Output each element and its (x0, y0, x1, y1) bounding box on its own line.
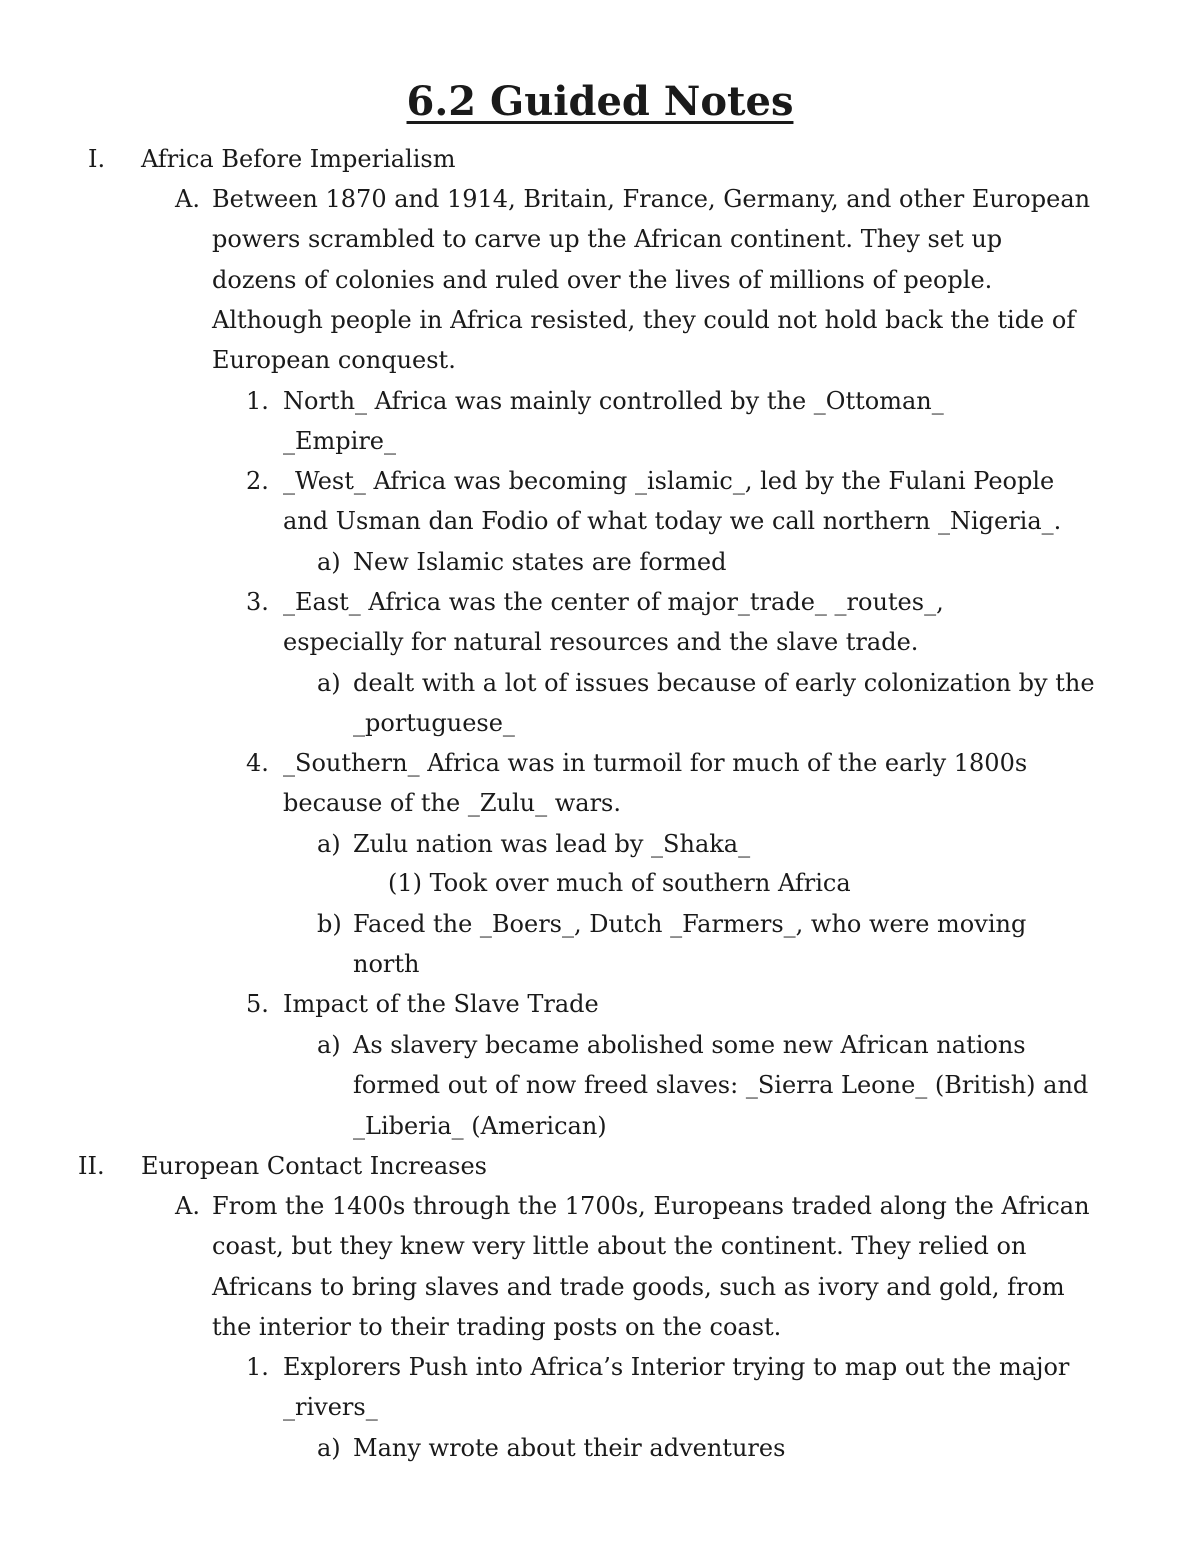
list-item-marker: 1. (246, 1353, 269, 1381)
section-2-heading: European Contact Increases (141, 1152, 487, 1180)
section-1-a-marker: A. (175, 185, 200, 213)
sub-item-text: dealt with a lot of issues because of early colonization by the _portuguese_ (353, 669, 1095, 738)
page-title: 6.2 Guided Notes (406, 78, 794, 125)
section-2-a-marker: A. (175, 1192, 200, 1220)
sub-item-marker: a) (317, 669, 341, 697)
section-1-heading: Africa Before Imperialism (141, 145, 456, 173)
sub-sub-item-text: (1) Took over much of southern Africa (388, 869, 851, 897)
section-2-marker: II. (78, 1152, 105, 1180)
list-item-text: _West_ Africa was becoming _islamic_, led by the Fulani People and Usman dan Fodio of what today we call northern _Nigeria_. (283, 467, 1062, 536)
list-item-text: North_ Africa was mainly controlled by the _Ottoman_ _Empire_ (283, 387, 944, 456)
sub-item-text: New Islamic states are formed (353, 548, 727, 576)
list-item-text: _East_ Africa was the center of major_trade_ _routes_, especially for natural resources and the slave trade. (283, 588, 944, 657)
sub-item-text: Zulu nation was lead by _Shaka_ (353, 830, 751, 858)
sub-item-marker: a) (317, 830, 341, 858)
section-2-a-paragraph: From the 1400s through the 1700s, Europeans traded along the African coast, but they knew very little about the continent. They relied on Africans to bring slaves and trade goods, such as ivory and gold, from the interior to their trading posts on the coast. (212, 1192, 1090, 1341)
list-item-marker: 2. (246, 467, 269, 495)
sub-item-text: As slavery became abolished some new African nations formed out of now freed slaves: _Sierra Leone_ (British) and _Liberia_ (American) (353, 1031, 1089, 1140)
list-item-text: _Southern_ Africa was in turmoil for much of the early 1800s because of the _Zulu_ wars. (283, 749, 1028, 818)
list-item-text: Explorers Push into Africa’s Interior trying to map out the major _rivers_ (283, 1353, 1070, 1422)
sub-item-marker: a) (317, 1031, 341, 1059)
sub-item-text: Faced the _Boers_, Dutch _Farmers_, who were moving north (353, 910, 1027, 979)
section-1-a-paragraph: Between 1870 and 1914, Britain, France, Germany, and other European powers scrambled to carve up the African continent. They set up dozens of colonies and ruled over the lives of millions of people. Although people in Africa resisted, they could not hold back the tide of European conquest. (212, 185, 1091, 375)
sub-item-marker: a) (317, 548, 341, 576)
sub-item-marker: a) (317, 1434, 341, 1462)
list-item-text: Impact of the Slave Trade (283, 990, 599, 1018)
list-item-marker: 1. (246, 387, 269, 415)
list-item-marker: 5. (246, 990, 269, 1018)
sub-item-marker: b) (317, 910, 342, 938)
sub-item-text: Many wrote about their adventures (353, 1434, 786, 1462)
list-item-marker: 3. (246, 588, 269, 616)
section-1-marker: I. (88, 145, 106, 173)
list-item-marker: 4. (246, 749, 269, 777)
